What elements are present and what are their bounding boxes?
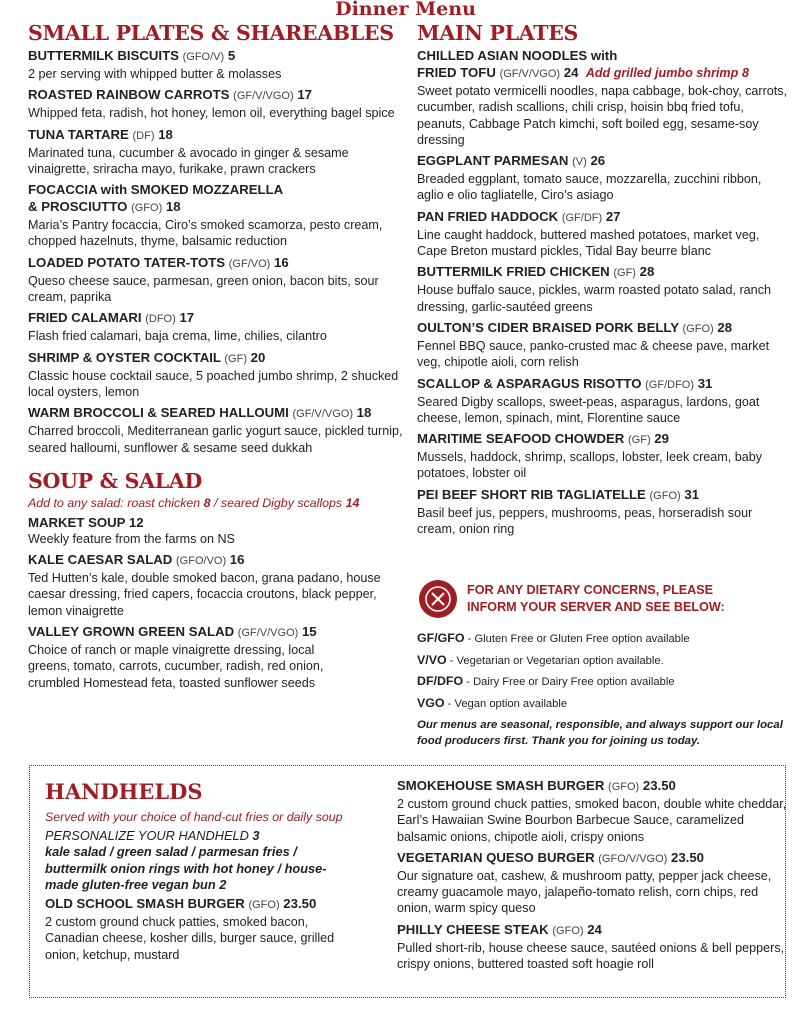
diet-legend-row: DF/DFO - Dairy Free or Dairy Free option available (417, 674, 675, 688)
menu-item: FRIED CALAMARI (DFO) 17 Flash fried calamari, baja crema, lime, chilies, cilantro (28, 310, 327, 344)
menu-item: VALLEY GROWN GREEN SALAD (GF/V/VGO) 15 Choice of ranch or maple vinaigrette dressing, local greens, tomato, carrots, cucumber, radish, red onion, crumbled Homestead feta, toasted sunflower seeds (28, 624, 324, 690)
personalize-options: PERSONALIZE YOUR HANDHELD 3 kale salad / green salad / parmesan fries / buttermilk onion rings with hot honey / house-made gluten-free vegan bun 2 (45, 828, 327, 892)
diet-legend-row: VGO - Vegan option available (417, 695, 568, 710)
menu-item: OLD SCHOOL SMASH BURGER (GFO) 23.50 2 custom ground chuck patties, smoked bacon, Canadian cheese, kosher dills, burger sauce, grilled onion, ketchup, mustard (45, 896, 335, 962)
menu-item: SHRIMP & OYSTER COCKTAIL (GF) 20 Classic house cocktail sauce, 5 poached jumbo shrimp, 2 shucked local oysters, lemon (28, 349, 399, 399)
handhelds-heading: HANDHELDS (45, 779, 203, 804)
salad-addon-note: Add to any salad: roast chicken 8 / seared Digby scallops 14 (28, 495, 360, 510)
menu-item: KALE CAESAR SALAD (GFO/VO) 16 Ted Hutten’s kale, double smoked bacon, grana padano, house caesar dressing, fried capers, focaccia croutons, black pepper, lemon vinaigrette (28, 552, 381, 618)
menu-item: BUTTERMILK FRIED CHICKEN (GF) 28 House buffalo sauce, pickles, warm roasted potato salad, ranch dressing, garlic-sautéed greens (417, 264, 771, 314)
menu-item: CHILLED ASIAN NOODLES with FRIED TOFU (GF/V/VGO) 24 Add grilled jumbo shrimp 8 Sweet potato vermicelli noodles, napa cabbage, bok-choy, carrots, cucumber, radish scallions, chili crisp, hoisin bbq fried tofu, peanuts, Cabbage Patch kimchi, soft boiled egg, sesame-soy dressing (417, 48, 788, 147)
menu-item: SCALLOP & ASPARAGUS RISOTTO (GF/DFO) 31 Seared Digby scallops, sweet-peas, asparagus, lardons, goat cheese, lemon, spinach, mint, Florentine sauce (417, 375, 760, 425)
small-plates-heading: SMALL PLATES & SHAREABLES (28, 21, 394, 45)
handhelds-subtitle: Served with your choice of hand-cut fries or daily soup (45, 810, 343, 824)
handhelds-right (397, 777, 787, 976)
diet-legend-row: V/VO - Vegetarian or Vegetarian option available. (417, 652, 664, 667)
diet-legend-row: GF/GFO - Gluten Free or Gluten Free option available (417, 631, 690, 645)
right-column (417, 20, 789, 541)
shrimp-addon: Add grilled jumbo shrimp (585, 66, 739, 80)
left-column (28, 20, 408, 695)
menu-item: EGGPLANT PARMESAN (V) 26 Breaded eggplant, tomato sauce, mozzarella, zucchini ribbon, aglio e olio tagliatelle, Ciro’s asiago (417, 153, 762, 203)
soup-salad-heading: SOUP & SALAD (28, 468, 202, 493)
plate-fork-knife-icon (419, 580, 457, 618)
menu-item: SMOKEHOUSE SMASH BURGER (GFO) 23.50 2 custom ground chuck patties, smoked bacon, double white cheddar, Earl’s Hawaiian Swine Bourbon Barbecue Sauce, caramelized balsamic onions, chipotle aioli, crispy onions (397, 778, 787, 844)
diet-note: Our menus are seasonal, responsible, and always support our local food producers first. Thank you for joining us today. (417, 719, 783, 747)
menu-item: MARKET SOUP 12 Weekly feature from the farms on NS (28, 514, 235, 546)
menu-title: Dinner Menu (335, 0, 476, 20)
menu-item: ROASTED RAINBOW CARROTS (GF/V/VGO) 17 Whipped feta, radish, hot honey, lemon oil, everything bagel spice (28, 87, 395, 121)
menu-item: OULTON’S CIDER BRAISED PORK BELLY (GFO) 28 Fennel BBQ sauce, panko-crusted mac & cheese pave, market veg, chipotle aioli, corn relish (417, 319, 770, 370)
menu-item: PEI BEEF SHORT RIB TAGLIATELLE (GFO) 31 Basil beef jus, peppers, mushrooms, peas, horseradish sour cream, onion ring (417, 486, 753, 537)
menu-item: PHILLY CHEESE STEAK (GFO) 24 Pulled short-rib, house cheese sauce, sautéed onions & bell peppers, crispy onions, buttered toasted soft hoagie roll (397, 921, 785, 972)
menu-item: MARITIME SEAFOOD CHOWDER (GF) 29 Mussels, haddock, shrimp, scallops, lobster, leek cream, baby potatoes, lobster oil (417, 431, 763, 481)
menu-item: TUNA TARTARE (DF) 18 Marinated tuna, cucumber & avocado in ginger & sesame vinaigrette, sriracha mayo, furikake, prawn crackers (28, 126, 349, 176)
main-plates-heading: MAIN PLATES (417, 21, 579, 45)
menu-item: BUTTERMILK BISCUITS (GFO/V) 5 2 per serving with whipped butter & molasses (28, 48, 282, 81)
menu-item: WARM BROCCOLI & SEARED HALLOUMI (GF/V/VGO) 18 Charred broccoli, Mediterranean garlic yogurt sauce, pickled turnip, seared halloumi, sunflower & sesame seed dukkah (28, 405, 403, 455)
menu-item: FOCACCIA with SMOKED MOZZARELLA & PROSCIUTTO (GFO) 18 Maria’s Pantry focaccia, Ciro’s smoked scamorza, pesto cream, chopped hazelnuts, thyme, balsamic reduction (28, 182, 383, 249)
menu-item: PAN FRIED HADDOCK (GF/DF) 27 Line caught haddock, buttered mashed potatoes, market veg, Cape Breton mustard pickles, Tidal Bay beurre blanc (417, 208, 760, 259)
menu-item: VEGETARIAN QUESO BURGER (GFO/V/VGO) 23.50 Our signature oat, cashew, & mushroom patty, pepper jack cheese, creamy guacamole mayo, jalapeño-tomato relish, corn chips, red onion, warm spicy queso (397, 849, 772, 916)
handhelds-left (45, 777, 390, 967)
dietary-info: FOR ANY DIETARY CONCERNS, PLEASE INFORM YOUR SERVER AND SEE BELOW: GF/GFO - Gluten Free or Gluten Free option available V/VO - Vegetarian or Vegetarian option available. DF/DFO - Dairy Free or Dairy Free option available VGO - Vegan option available Our menus are seasonal, responsible, and always support our local food producers first. Thank you for joining us today. (417, 580, 789, 749)
menu-item: LOADED POTATO TATER-TOTS (GF/VO) 16 Queso cheese sauce, parmesan, green onion, bacon bits, sour cream, paprika (28, 254, 379, 305)
